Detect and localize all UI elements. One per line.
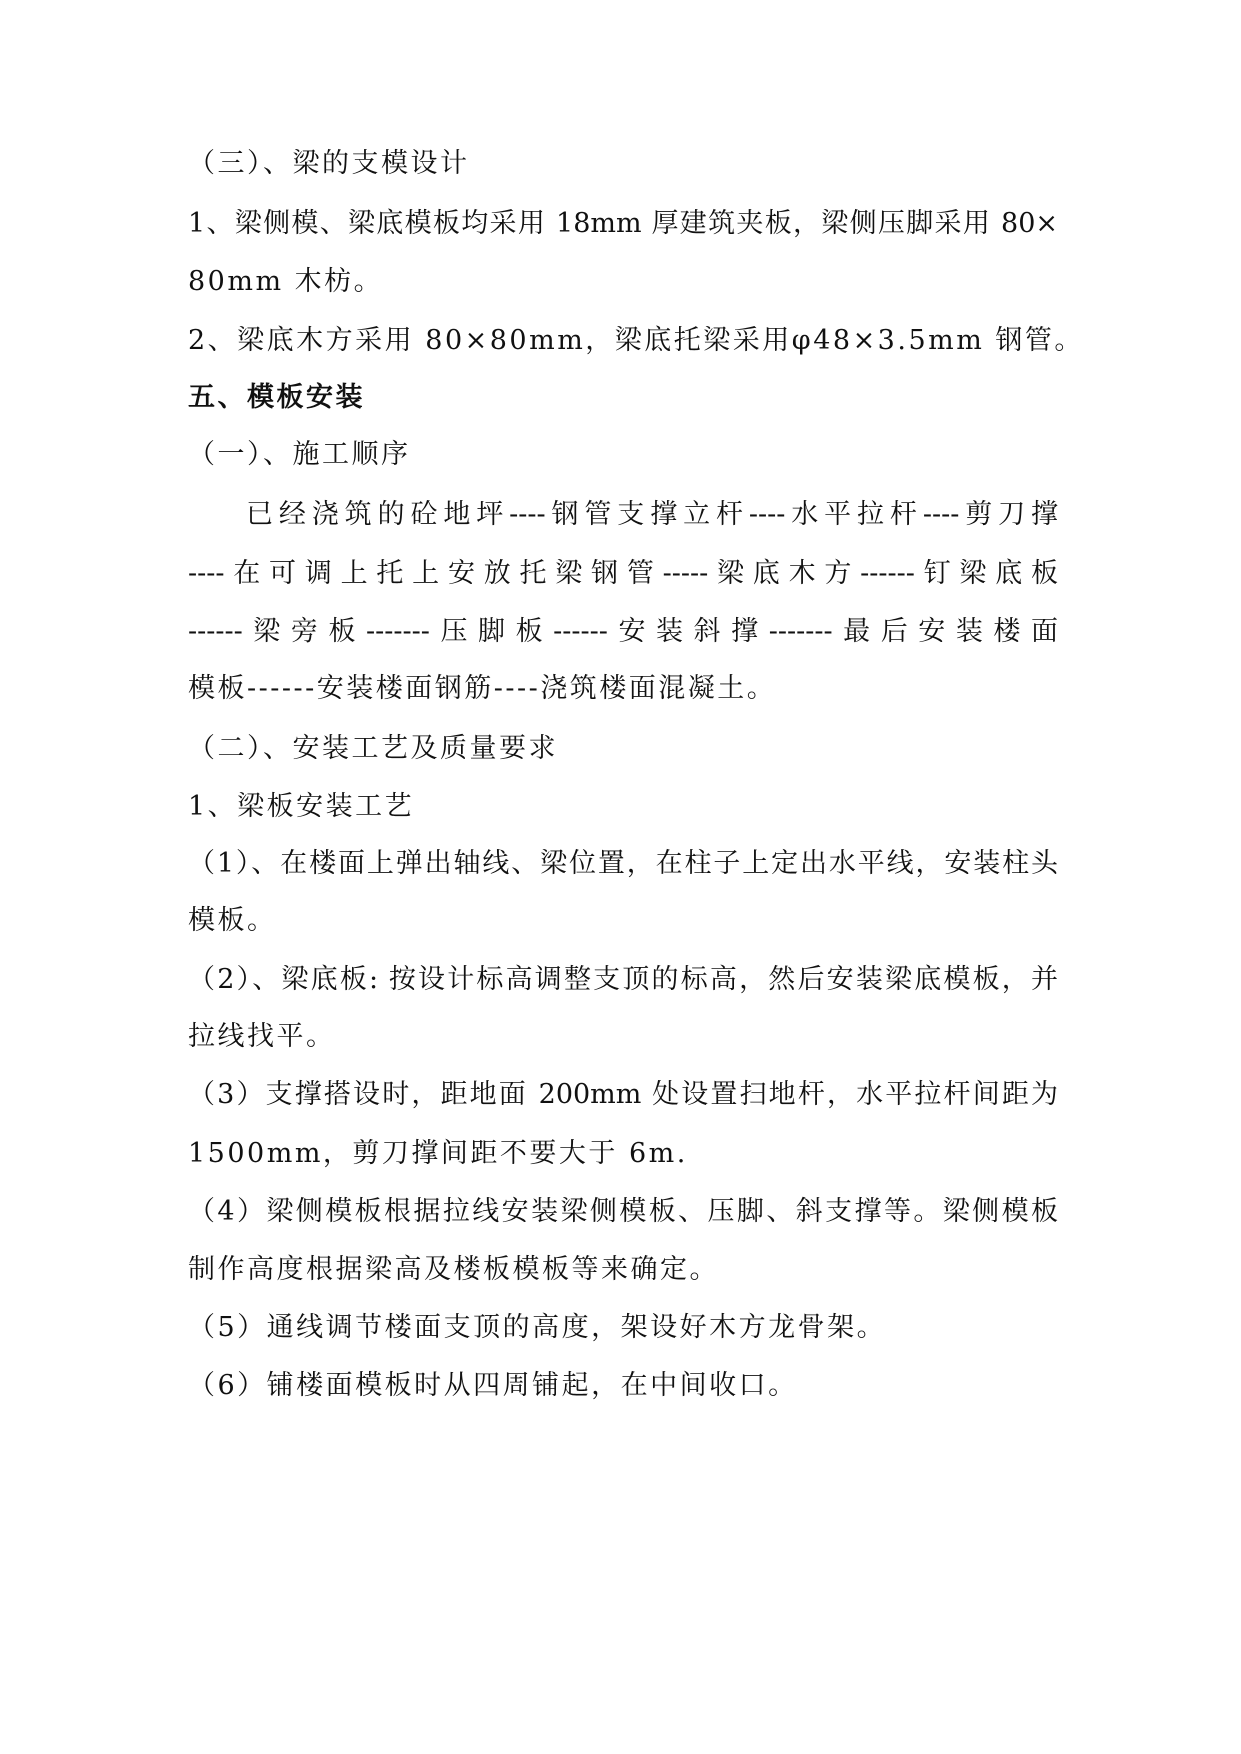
paragraph-line: 2、梁底木方采用 80×80mm，梁底托梁采用φ48×3.5mm 钢管。 [188,325,1084,356]
paragraph-line: （3）支撑搭设时，距地面 200mm 处设置扫地杆，水平拉杆间距为 [188,1079,1058,1110]
paragraph-line: ----在可调上托上安放托梁钢管-----梁底木方------钉梁底板 [188,558,1058,589]
subsection-heading-beam-formwork-design: （三）、梁的支模设计 [188,148,470,179]
paragraph-line: （2）、梁底板: 按设计标高调整支顶的标高，然后安装梁底模板，并 [188,964,1058,995]
paragraph-line: （5）通线调节楼面支顶的高度，架设好木方龙骨架。 [188,1312,887,1343]
paragraph-line: （6）铺楼面模板时从四周铺起，在中间收口。 [188,1370,798,1401]
section-heading-formwork-installation: 五、模板安装 [188,382,365,413]
subsection-heading-construction-sequence: （一）、施工顺序 [188,439,411,470]
paragraph-line: （1）、在楼面上弹出轴线、梁位置，在柱子上定出水平线，安装柱头 [188,848,1058,879]
paragraph-line: 1、梁侧模、梁底模板均采用 18mm 厚建筑夹板，梁侧压脚采用 80× [188,208,1058,239]
paragraph-line: 模板。 [188,905,277,936]
paragraph-line: 1、梁板安装工艺 [188,791,415,822]
paragraph-line: 已经浇筑的砼地坪----钢管支撑立杆----水平拉杆----剪刀撑 [246,499,1058,530]
paragraph-line: 制作高度根据梁高及楼板模板等来确定。 [188,1254,719,1285]
paragraph-line: 拉线找平。 [188,1021,336,1052]
paragraph-line: 80mm 木枋。 [188,266,384,297]
paragraph-line: ------梁旁板-------压脚板------安装斜撑-------最后安装楼面 [188,616,1058,647]
paragraph-line: 1500mm，剪刀撑间距不要大于 6m. [188,1138,688,1169]
paragraph-line: 模板------安装楼面钢筋----浇筑楼面混凝土。 [188,673,777,704]
subsection-heading-installation-process: （二）、安装工艺及质量要求 [188,733,558,764]
paragraph-line: （4）梁侧模板根据拉线安装梁侧模板、压脚、斜支撑等。梁侧模板 [188,1196,1058,1227]
